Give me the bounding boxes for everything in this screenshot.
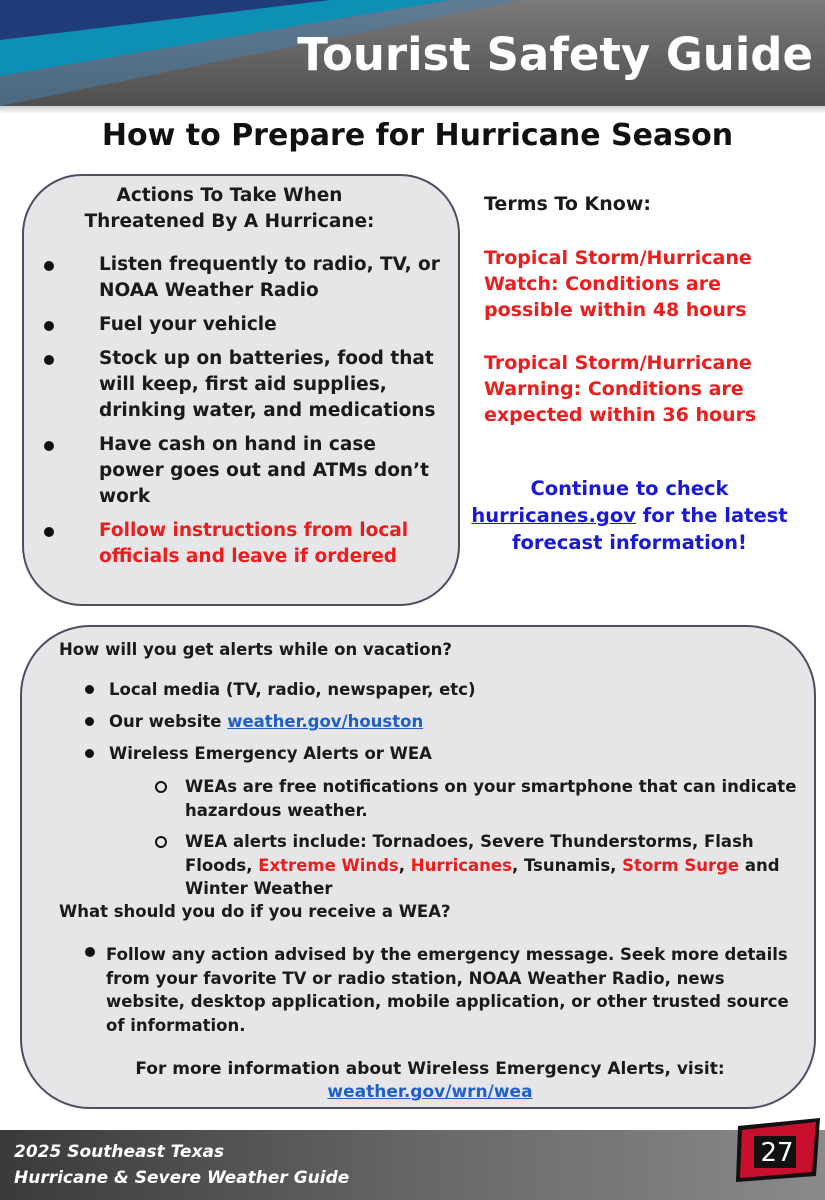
wea-tsunamis: , Tsunamis, [511, 855, 617, 875]
wea-extreme-winds: Extreme Winds [258, 855, 399, 875]
wea-include-prefix: WEA alerts include: Tornadoes, Severe Thunderstorms, Flash Floods, [185, 832, 754, 875]
wea-details-list [155, 775, 805, 909]
action-text: Have cash on hand in case power goes out and ATMs don’t work [99, 434, 429, 507]
wrn-wea-link[interactable]: weather.gov/wrn/wea [327, 1082, 533, 1102]
wea-hurricanes: Hurricanes [410, 855, 512, 875]
continue-after: for the latest forecast information! [512, 504, 788, 554]
wea-action-item [82, 943, 792, 1037]
header-shadow [0, 106, 825, 114]
bullet-icon [44, 321, 54, 331]
alerts-question: How will you get alerts while on vacation? [59, 640, 452, 659]
wea-free-text: WEAs are free notifications on your smartphone that can indicate hazardous weather. [185, 777, 797, 820]
weather-gov-houston-link[interactable]: weather.gov/houston [227, 712, 424, 731]
terms-heading: Terms To Know: [484, 193, 651, 215]
alert-sources-list [82, 678, 782, 774]
wea-separator: , [398, 855, 406, 875]
list-item [40, 312, 440, 338]
list-item [40, 252, 440, 304]
action-text: Stock up on batteries, food that will keep, first aid supplies, drinking water, and medications [99, 348, 436, 421]
actions-heading-line1: Actions To Take When [116, 185, 343, 206]
list-item [155, 775, 805, 822]
footer-line2: Hurricane & Severe Weather Guide [14, 1168, 350, 1188]
wea-winter: and Winter Weather [185, 855, 780, 898]
list-item [82, 678, 782, 702]
page-title: Tourist Safety Guide [297, 28, 813, 81]
header-band [0, 0, 825, 106]
bullet-icon [85, 685, 94, 694]
bullet-icon [44, 441, 54, 451]
bullet-icon [44, 355, 54, 365]
list-item [40, 432, 440, 510]
footer-line1: 2025 Southeast Texas [14, 1142, 225, 1162]
more-info-text: For more information about Wireless Emergency Alerts, visit: [135, 1059, 725, 1079]
section-title: How to Prepare for Hurricane Season [101, 118, 734, 153]
bullet-icon [44, 261, 54, 271]
continue-before: Continue to check [530, 477, 729, 500]
actions-heading-line2: Threatened By A Hurricane: [84, 211, 375, 232]
continue-check [462, 475, 797, 556]
circle-bullet-icon [155, 781, 167, 793]
bullet-icon [44, 527, 54, 537]
circle-bullet-icon [155, 836, 167, 848]
term-warning: Tropical Storm/Hurricane Warning: Conditions are expected within 36 hours [484, 352, 757, 426]
alert-website-prefix: Our website [109, 712, 222, 731]
page-number: 27 [760, 1138, 794, 1168]
list-item [155, 830, 805, 901]
alert-media: Local media (TV, radio, newspaper, etc) [109, 680, 476, 699]
list-item [82, 742, 782, 766]
bullet-icon [85, 947, 95, 957]
footer-band [0, 1130, 825, 1200]
list-item [82, 710, 782, 734]
list-item [40, 518, 440, 570]
term-watch: Tropical Storm/Hurricane Watch: Conditions are possible within 48 hours [484, 247, 752, 321]
action-text: Listen frequently to radio, TV, or NOAA Weather Radio [99, 254, 440, 301]
action-text: Fuel your vehicle [99, 314, 277, 335]
actions-list [40, 252, 440, 578]
hurricanes-gov-link[interactable]: hurricanes.gov [471, 504, 636, 527]
actions-heading [62, 183, 397, 235]
bullet-icon [85, 749, 94, 758]
list-item [40, 346, 440, 424]
bullet-icon [85, 717, 94, 726]
wea-storm-surge: Storm Surge [622, 855, 740, 875]
action-text-highlight: Follow instructions from local officials and leave if ordered [99, 520, 409, 567]
wea-action-text: Follow any action advised by the emergency message. Seek more details from your favorite TV or radio station, NOAA Weather Radio, news website, desktop application, mobile application, or other trusted source of information. [106, 945, 789, 1035]
wea-question: What should you do if you receive a WEA? [59, 902, 451, 921]
more-info [20, 1058, 825, 1104]
alert-wea: Wireless Emergency Alerts or WEA [109, 744, 432, 763]
